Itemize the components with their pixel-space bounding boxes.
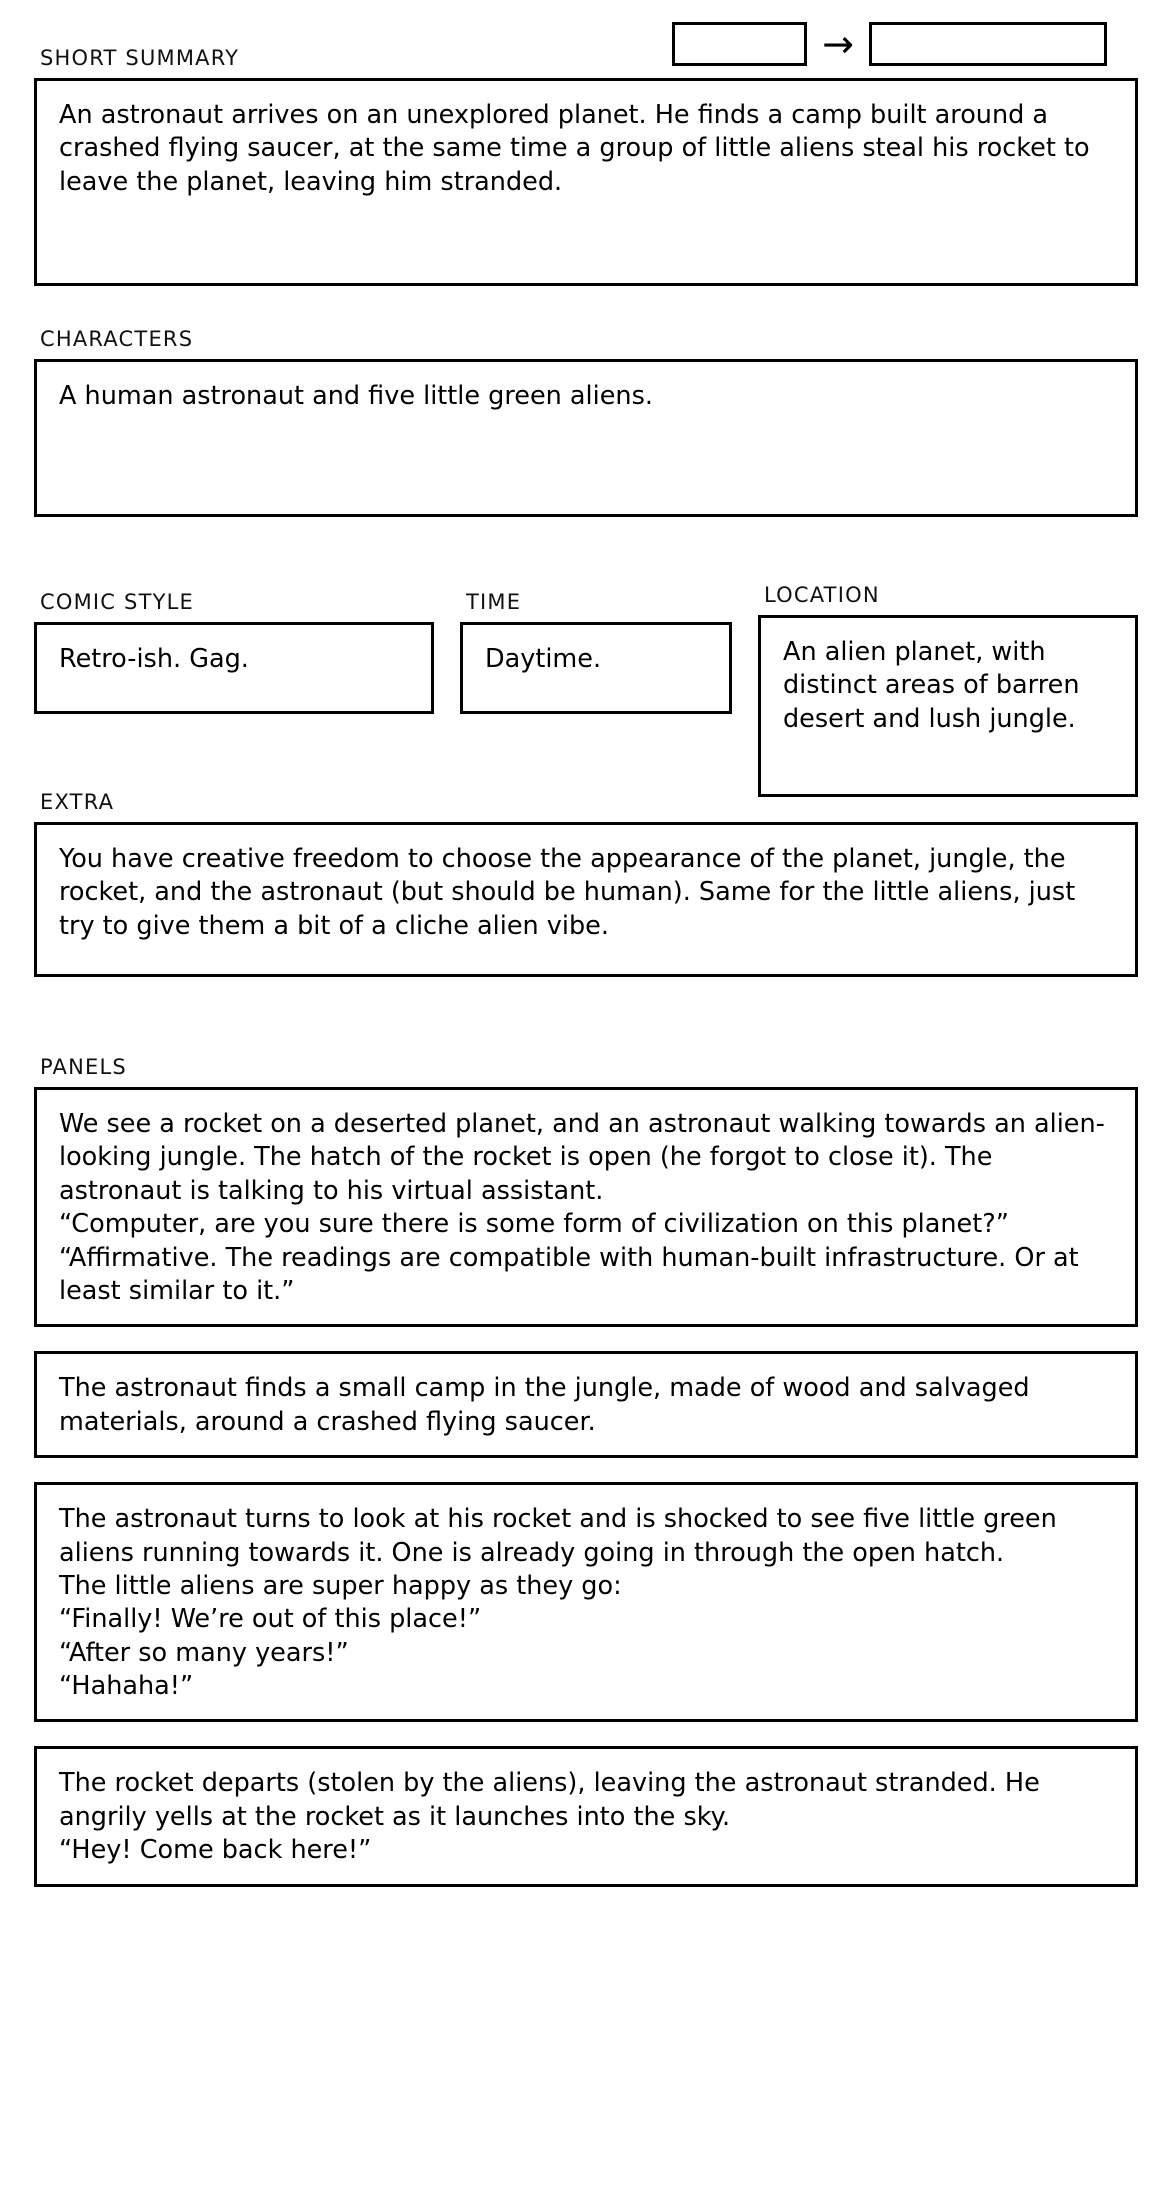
characters-label: CHARACTERS bbox=[40, 327, 194, 351]
short-summary-label: SHORT SUMMARY bbox=[40, 46, 240, 70]
panel-line: The astronaut finds a small camp in the jungle, made of wood and salvaged materials, around a crashed flying saucer. bbox=[59, 1373, 1030, 1437]
short-summary-box[interactable] bbox=[34, 78, 1138, 286]
location-text: An alien planet, with distinct areas of barren desert and lush jungle. bbox=[783, 637, 1080, 734]
panel-line: The little aliens are super happy as they go: bbox=[59, 1570, 622, 1601]
characters-section bbox=[34, 327, 1138, 517]
characters-text: A human astronaut and five little green aliens. bbox=[59, 381, 653, 411]
time-box[interactable] bbox=[460, 622, 732, 714]
short-summary-text: An astronaut arrives on an unexplored planet. He finds a camp built around a crashed flying saucer, at the same time a group of little aliens steal his rocket to leave the planet, leaving him stranded. bbox=[59, 100, 1090, 197]
location-box[interactable] bbox=[758, 615, 1138, 797]
time-text: Daytime. bbox=[485, 644, 602, 674]
comic-style-section bbox=[34, 590, 434, 714]
panel-item[interactable] bbox=[34, 1482, 1138, 1722]
arrow-right-icon: → bbox=[822, 22, 854, 66]
extra-label: EXTRA bbox=[40, 790, 115, 814]
panel-item[interactable] bbox=[34, 1087, 1138, 1327]
panels-section bbox=[34, 1055, 1138, 1887]
comic-style-text: Retro-ish. Gag. bbox=[59, 644, 249, 674]
panel-line: “Hey! Come back here!” bbox=[59, 1835, 372, 1866]
panel-line: We see a rocket on a deserted planet, and an astronaut walking towards an alien-looking jungle. The hatch of the rocket is open (he forgot to close it). The astronaut is talking to his virtual assistant. bbox=[59, 1109, 1105, 1206]
panels-label: PANELS bbox=[40, 1055, 127, 1079]
characters-box[interactable] bbox=[34, 359, 1138, 517]
extra-section bbox=[34, 790, 1138, 977]
extra-text: You have creative freedom to choose the appearance of the planet, jungle, the rocket, and the astronaut (but should be human). Same for the little aliens, just try to give them a bit of a cliche alien vibe. bbox=[59, 844, 1076, 941]
location-label: LOCATION bbox=[764, 583, 880, 607]
comic-style-label: COMIC STYLE bbox=[40, 590, 194, 614]
panel-line: “Hahaha!” bbox=[59, 1671, 194, 1702]
time-section bbox=[460, 590, 732, 714]
panel-item[interactable] bbox=[34, 1351, 1138, 1458]
location-section bbox=[758, 583, 1138, 797]
comic-style-box[interactable] bbox=[34, 622, 434, 714]
short-summary-section bbox=[34, 46, 1138, 286]
panel-item[interactable] bbox=[34, 1746, 1138, 1886]
panel-line: “Affirmative. The readings are compatible with human-built infrastructure. Or at least similar to it.” bbox=[59, 1242, 1079, 1306]
panel-line: The astronaut turns to look at his rocket and is shocked to see five little green aliens running towards it. One is already going in through the open hatch. bbox=[59, 1504, 1057, 1568]
panel-line: The rocket departs (stolen by the aliens), leaving the astronaut stranded. He angrily yells at the rocket as it launches into the sky. bbox=[59, 1768, 1040, 1832]
panel-line: “Computer, are you sure there is some form of civilization on this planet?” bbox=[59, 1209, 1009, 1240]
panel-line: “Finally! We’re out of this place!” bbox=[59, 1604, 482, 1635]
time-label: TIME bbox=[466, 590, 522, 614]
extra-box[interactable] bbox=[34, 822, 1138, 977]
panel-line: “After so many years!” bbox=[59, 1637, 349, 1668]
